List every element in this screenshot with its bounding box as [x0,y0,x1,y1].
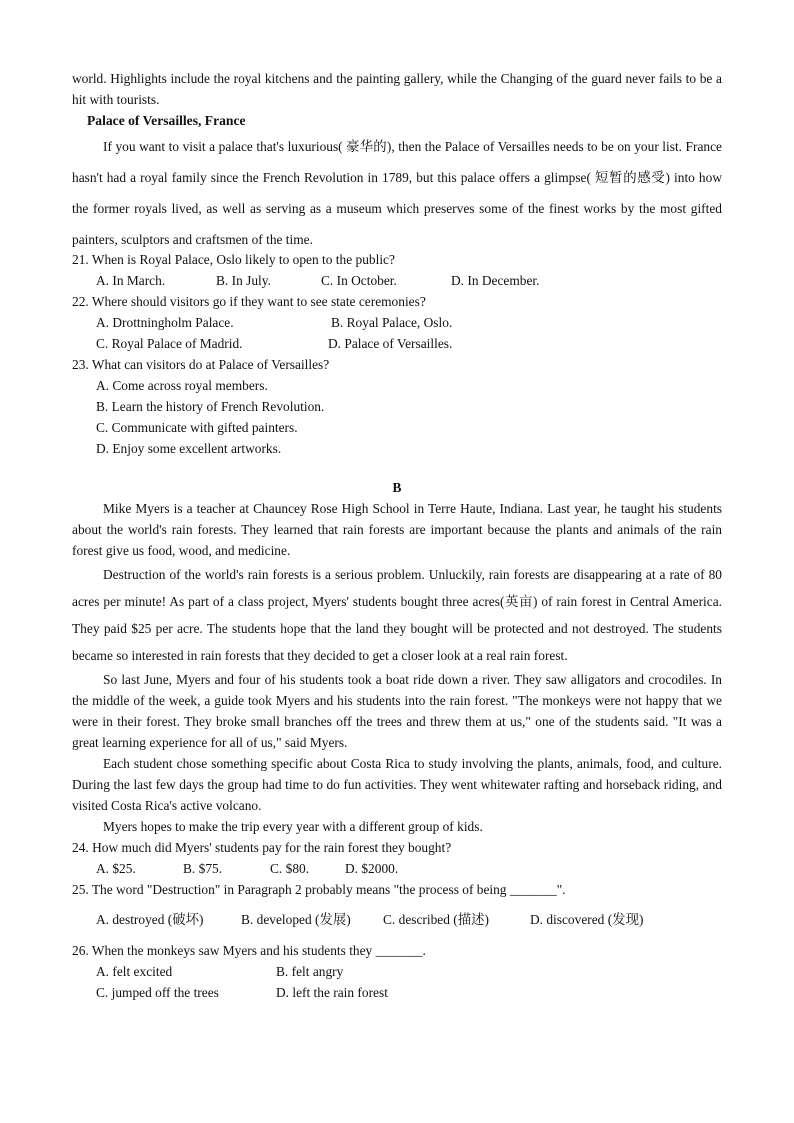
option-c[interactable]: C. jumped off the trees [96,985,219,1000]
question-21-options [72,270,722,291]
option-c[interactable]: C. Royal Palace of Madrid. [96,336,243,351]
section-title-versailles: Palace of Versailles, France [87,113,246,128]
option-a[interactable]: A. In March. [96,273,166,288]
passage-b-paragraph-2: Destruction of the world's rain forests is a serious problem. Unluckily, rain forests are disappearing at a rate of 80 acres per minute! As part of a class project, Myers' students bought three acres(英亩) of rain forest in Central America. They paid $25 per acre. The students hope that the land they bought will be protected and not destroyed. The students became so interested in rain forests that they decided to get a closer look at a real rain forest. [72,567,722,663]
palace-paragraph-tail: world. Highlights include the royal kitchens and the painting gallery, while the Changing of the guard never fails to be a hit with tourists. [72,71,722,107]
question-23-stem: 23. What can visitors do at Palace of Versailles? [72,357,330,372]
option-d[interactable]: D. left the rain forest [276,985,388,1000]
question-25-options [72,900,722,940]
passage-b-paragraph-4: Each student chose something specific about Costa Rica to study involving the plants, animals, food, and culture. During the last few days the group had time to do fun activities. They went whitewater rafting and horseback riding, and visited Costa Rica's active volcano. [72,756,722,813]
question-22-stem: 22. Where should visitors go if they want to see state ceremonies? [72,294,426,309]
part-b-heading: B [392,480,402,495]
option-a[interactable]: A. destroyed (破坏) [96,912,204,927]
option-d[interactable]: D. Palace of Versailles. [328,336,453,351]
option-a[interactable]: A. Drottningholm Palace. [96,315,234,330]
option-c[interactable]: C. In October. [321,273,397,288]
question-26-options-row1 [72,961,722,982]
question-24-options [72,858,722,879]
option-d[interactable]: D. Enjoy some excellent artworks. [96,441,282,456]
question-25-stem: 25. The word "Destruction" in Paragraph 2 probably means "the process of being _______". [72,882,566,897]
option-b[interactable]: B. Learn the history of French Revolution. [96,399,325,414]
question-22-options-row2 [72,333,722,354]
option-b[interactable]: B. felt angry [276,964,344,979]
exam-page [72,68,722,1003]
option-b[interactable]: B. In July. [216,273,271,288]
option-d[interactable]: D. In December. [451,273,540,288]
passage-b-paragraph-1: Mike Myers is a teacher at Chauncey Rose High School in Terre Haute, Indiana. Last year, he taught his students about the world's rain forests. They learned that rain forests are important because the plants and animals of the rain forest give us food, wood, and medicine. [72,501,722,558]
question-22-options-row1 [72,312,722,333]
question-26-stem: 26. When the monkeys saw Myers and his students they _______. [72,943,426,958]
option-b[interactable]: B. $75. [183,861,223,876]
option-b[interactable]: B. Royal Palace, Oslo. [331,315,453,330]
option-a[interactable]: A. $25. [96,861,136,876]
option-a[interactable]: A. felt excited [96,964,173,979]
question-23-options [72,375,722,459]
option-a[interactable]: A. Come across royal members. [96,378,268,393]
question-24-stem: 24. How much did Myers' students pay for the rain forest they bought? [72,840,452,855]
passage-b-paragraph-5: Myers hopes to make the trip every year with a different group of kids. [103,819,483,834]
option-d[interactable]: D. $2000. [345,861,399,876]
question-21-stem: 21. When is Royal Palace, Oslo likely to open to the public? [72,252,395,267]
option-c[interactable]: C. Communicate with gifted painters. [96,420,298,435]
option-c[interactable]: C. $80. [270,861,310,876]
versailles-paragraph: If you want to visit a palace that's luxurious( 豪华的), then the Palace of Versailles needs to be on your list. France hasn't had a royal family since the French Revolution in 1789, but this palace offers a glimpse( 短暂的感受) into how the former royals lived, as well as serving as a museum which preserves some of the finest works by the most gifted painters, sculptors and craftsmen of the time. [72,139,722,247]
question-26-options-row2 [72,982,722,1003]
passage-b-paragraph-3: So last June, Myers and four of his students took a boat ride down a river. They saw alligators and crocodiles. In the middle of the week, a guide took Myers and his students into the rain forest. "The monkeys were not happy that we were in their forest. They broke small branches off the trees and threw them at us," one of the students said. "It was a great learning experience for all of us," said Myers. [72,672,722,750]
option-d[interactable]: D. discovered (发现) [530,912,644,927]
option-c[interactable]: C. described (描述) [383,912,489,927]
option-b[interactable]: B. developed (发展) [241,912,351,927]
